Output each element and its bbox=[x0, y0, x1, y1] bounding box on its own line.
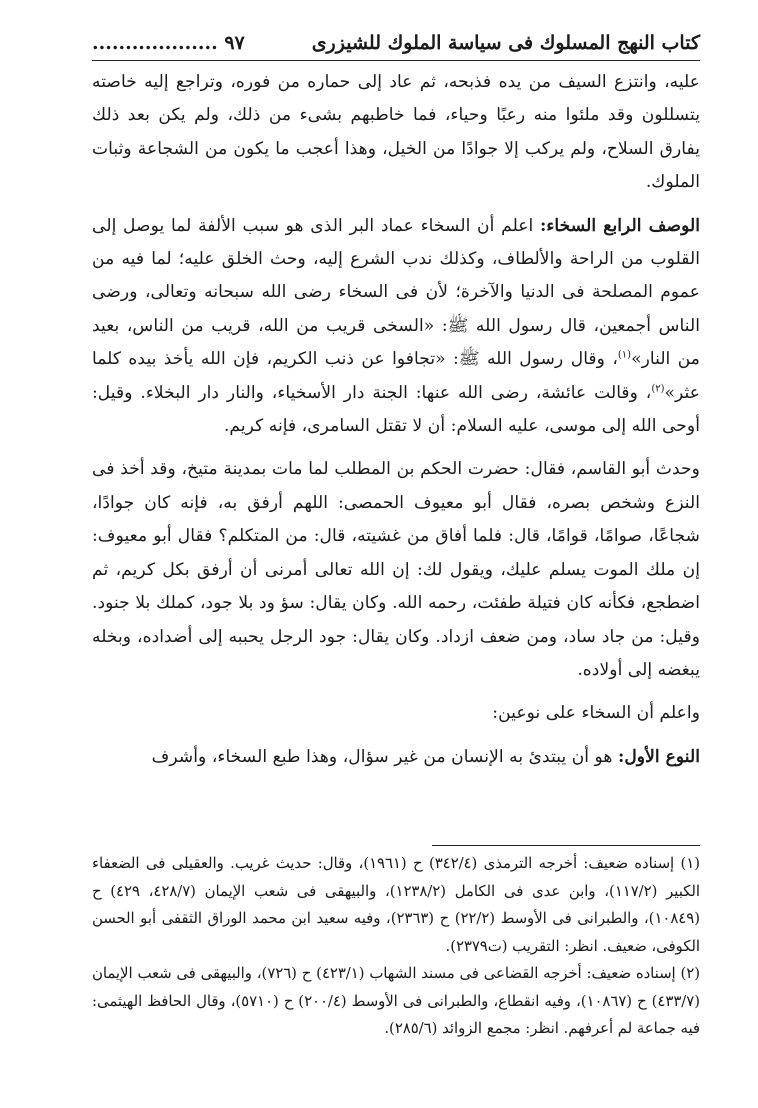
footnote-ref-2: (٢) bbox=[651, 382, 665, 394]
paragraph-text: وحدث أبو القاسم، فقال: حضرت الحكم بن المطلب لما مات بمدينة متيخ، وقد أخذ فى النزع وشخص بصره، فقال أبو معيوف الحمصى: اللهم أرفق به، فإنه كان جوادًا، شجاعًا، صوامًا، قوامًا، قال: فلما أفاق من غشيته، قال: من المتكلم؟ فقال أبو معيوف: إن ملك الموت يسلم عليك، ويقول لك: إن الله تعالى أمرنى أن أرفق بكل كريم، ثم اضطجع، فكأنه كان فتيلة طفئت، رحمه الله. وكان يقال: سؤ ود بلا جود، كملك بلا جنود. وقيل: من جاد ساد، ومن ضعف ازداد. وكان يقال: جود الرجل يحببه إلى أضداده، وبخله يبغضه إلى أولاده. bbox=[92, 459, 700, 680]
main-text bbox=[92, 66, 700, 774]
book-title: كتاب النهج المسلوك فى سياسة الملوك للشيزرى bbox=[311, 32, 700, 54]
paragraph-text: عليه، وانتزع السيف من يده فذبحه، ثم عاد إلى حماره من فوره، وتراجع إليه خاصته يتسللون وقد ملئوا منه رعبًا وحياء، فما خاطبهم بشىء من ذلك، ولم يكن بعد ذلك يفارق السلاح، ولم يركب إلا جوادًا من الخيل، وهذا أعجب ما يكون من الشجاعة وثبات الملوك. bbox=[92, 72, 700, 193]
header-dots: ................... bbox=[92, 32, 218, 54]
footnotes bbox=[92, 850, 700, 1043]
paragraph-3 bbox=[92, 453, 700, 687]
paragraph-4 bbox=[92, 697, 700, 730]
page-number: ٩٧ bbox=[224, 32, 245, 54]
footnote-ref-1: (١) bbox=[617, 349, 632, 361]
section-heading: الوصف الرابع السخاء: bbox=[540, 215, 701, 236]
paragraph-5 bbox=[92, 741, 700, 774]
footnote-2: (٢) إسناده ضعيف: أخرجه القضاعى فى مسند الشهاب (٤٢٣/١) ح (٧٢٦)، والبيهقى فى شعب الإيمان (٤٣٣/٧) ح (١٠٨٦٧)، وفيه انقطاع، والطبرانى فى الأوسط (٢٠٠/٤) ح (٥٧١٠)، وقال الحافظ الهيثمى: فيه جماعة لم أعرفهم. انظر: مجمع الزوائد (٢٨٥/٦). bbox=[92, 965, 700, 1037]
running-header bbox=[92, 26, 700, 61]
paragraph-text: ، وقال رسول الله ﷺ: «تجافوا عن ذنب الكريم، فإن الله يأخذ بيده كلما عثر» bbox=[92, 349, 700, 403]
paragraph-text: ، وقالت عائشة، رضى الله عنها: الجنة دار الأسخياء، والنار دار البخلاء. وقيل: أوحى الله إلى موسى، عليه السلام: أن لا تقتل السامرى، فإنه كريم. bbox=[92, 382, 700, 437]
paragraph-text: اعلم أن السخاء عماد البر الذى هو سبب الألفة لما يوصل إلى القلوب من الراحة والألطاف، وكذلك ندب الشرع إليه، وحث الخلق عليه؛ لما فيه من عموم المصلحة فى الدنيا والآخرة؛ لأن فى السخاء رضى الله سبحانه وتعالى، ورضى الناس أجمعين، قال رسول الله ﷺ: «السخى قريب من الله، قريب من الناس، بعيد من النار» bbox=[92, 215, 700, 370]
section-heading: النوع الأول: bbox=[617, 746, 700, 767]
paragraph-text: واعلم أن السخاء على نوعين: bbox=[492, 703, 700, 724]
page-number-line bbox=[92, 26, 245, 60]
paragraph-generosity bbox=[92, 210, 700, 444]
paragraph-1 bbox=[92, 66, 700, 200]
footnote-1: (١) إسناده ضعيف: أخرجه الترمذى (٣٤٢/٤) ح (١٩٦١)، وقال: حديث غريب. والعقيلى فى الضعفاء الكبير (١١٧/٢)، وابن عدى فى الكامل (١٢٣٨/٢)، والبيهقى فى شعب الإيمان (٤٢٨/٧، ٤٢٩) ح (١٠٨٤٩)، والطبرانى فى الأوسط (٢٢/٢) ح (٢٣٦٣)، وفيه سعيد ابن محمد الوراق الثقفى أبو الحسن الكوفى، ضعيف. انظر: التقريب (ت٢٣٧٩). bbox=[92, 855, 700, 955]
footnote-divider bbox=[432, 845, 700, 846]
paragraph-text: هو أن يبتدئ به الإنسان من غير سؤال، وهذا طبع السخاء، وأشرف bbox=[151, 746, 618, 767]
